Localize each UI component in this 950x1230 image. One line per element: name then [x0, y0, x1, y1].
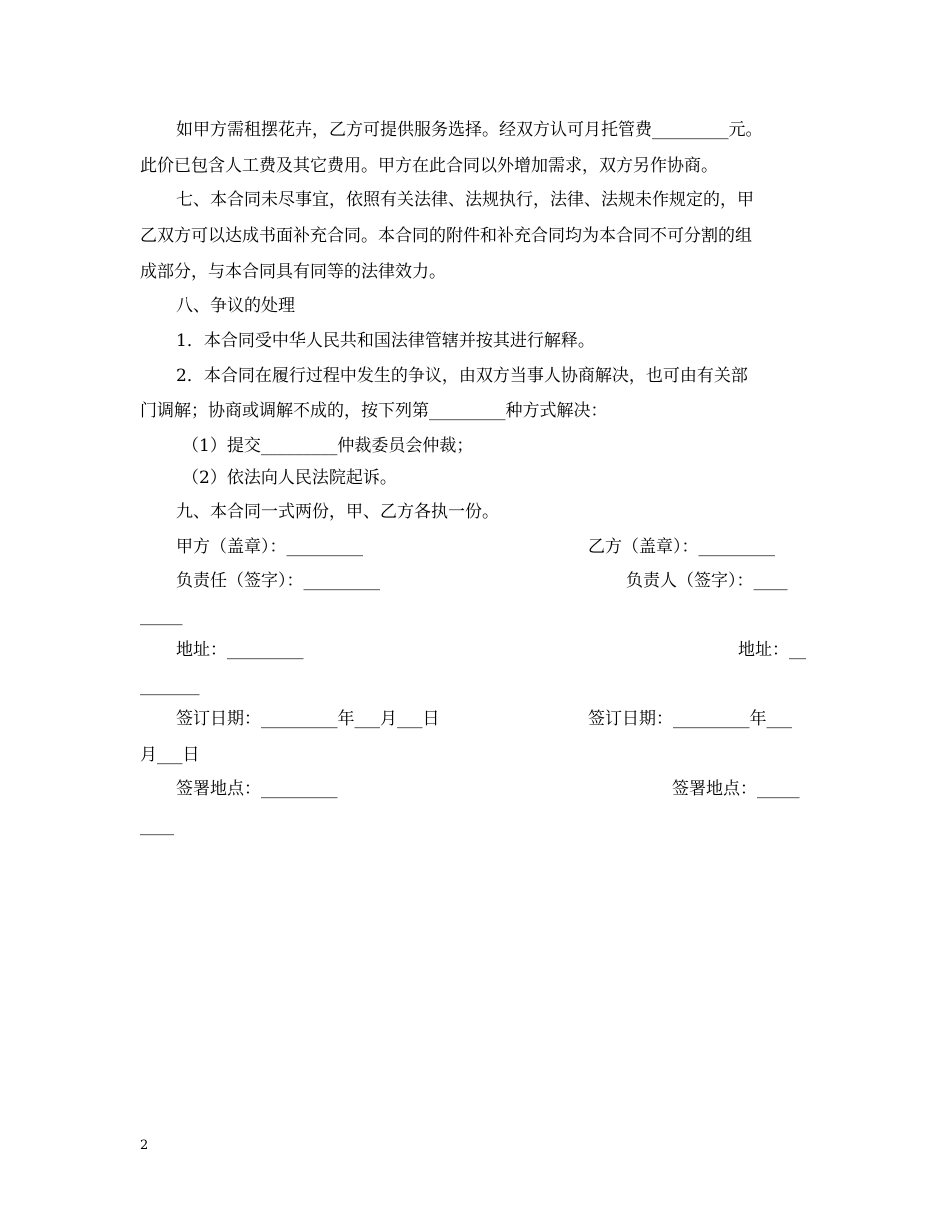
- clause-8-option-2: （2）依法向人民法院起诉。: [182, 468, 397, 488]
- clause-7-line: 乙双方可以达成书面补充合同。本合同的附件和补充合同均为本合同不可分割的组: [140, 226, 752, 246]
- party-b-sign-date-cont: 月___日: [140, 745, 200, 765]
- clause-8-item-1: 1．本合同受中华人民共和国法律管辖并按其进行解释。: [176, 331, 595, 351]
- party-b-sign-place: 签署地点：_____: [672, 779, 800, 799]
- party-b-seal: 乙方（盖章）：_________: [588, 537, 775, 557]
- party-a-address: 地址：_________: [176, 640, 304, 660]
- clause-8-heading: 八、争议的处理: [176, 296, 295, 316]
- clause-8-option-1: （1）提交_________仲裁委员会仲裁；: [182, 436, 474, 456]
- paragraph-line: 如甲方需租摆花卉，乙方可提供服务选择。经双方认可月托管费_________元。: [176, 120, 763, 140]
- party-b-sign-place-cont: ____: [140, 816, 174, 836]
- party-a-seal: 甲方（盖章）：_________: [176, 537, 363, 557]
- page-number: 2: [140, 1138, 149, 1153]
- party-a-sign-date: 签订日期：_________年___月___日: [176, 709, 440, 729]
- clause-7-line: 七、本合同未尽事宜，依照有关法律、法规执行，法律、法规未作规定的，甲: [176, 190, 754, 210]
- party-b-representative: 负责人（签字）：____: [626, 571, 788, 591]
- clause-9-heading: 九、本合同一式两份，甲、乙方各执一份。: [176, 502, 499, 522]
- clause-8-item-2: 2．本合同在履行过程中发生的争议，由双方当事人协商解决，也可由有关部: [176, 366, 748, 386]
- party-a-sign-place: 签署地点：_________: [176, 779, 338, 799]
- paragraph-line: 此价已包含人工费及其它费用。甲方在此合同以外增加需求，双方另作协商。: [140, 156, 718, 176]
- party-b-representative-cont: _____: [140, 606, 183, 626]
- party-b-address-cont: _______: [140, 676, 200, 696]
- party-a-representative: 负责任（签字）：_________: [176, 571, 380, 591]
- party-b-address: 地址：__: [738, 640, 806, 660]
- clause-7-line: 成部分，与本合同具有同等的法律效力。: [140, 262, 446, 282]
- party-b-sign-date: 签订日期：_________年___: [588, 709, 792, 729]
- clause-8-item-2: 门调解；协商或调解不成的，按下列第_________种方式解决：: [140, 401, 608, 421]
